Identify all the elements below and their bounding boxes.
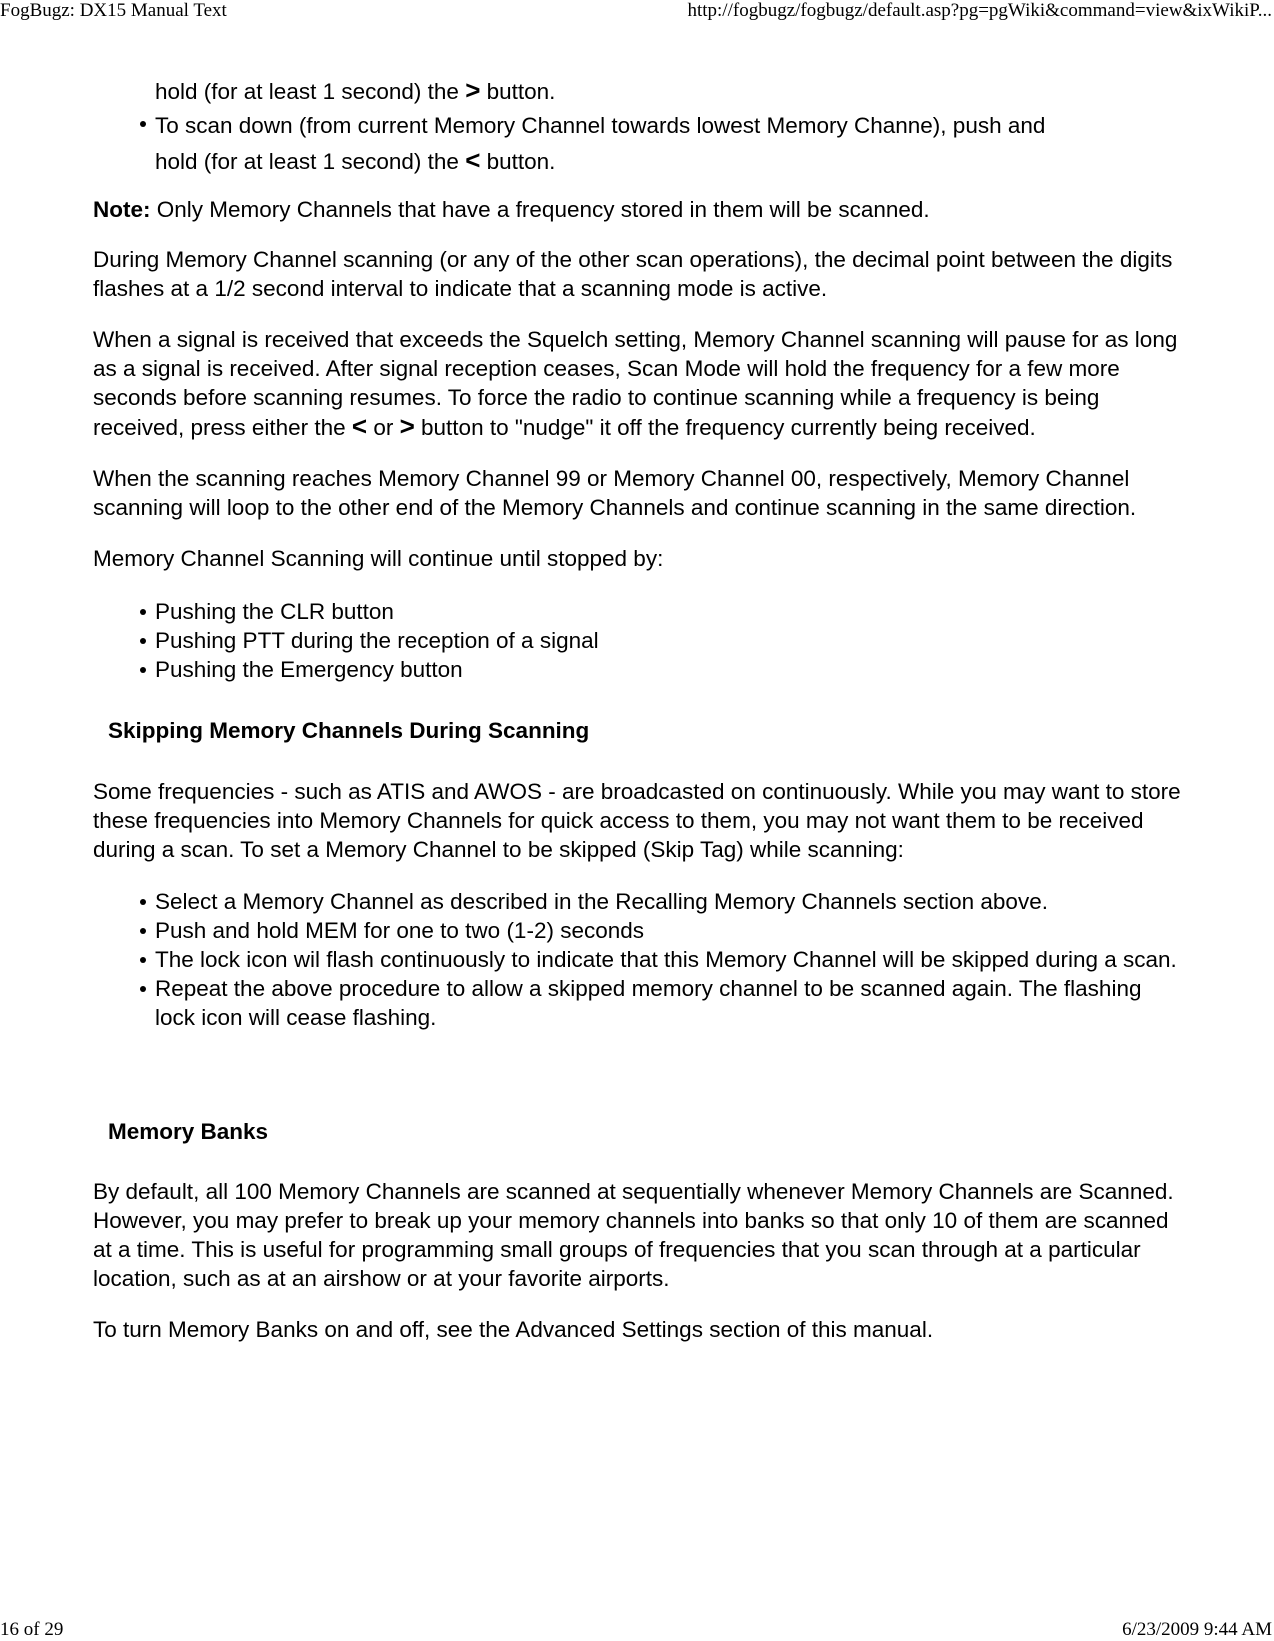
document-body (93, 73, 1183, 1344)
list-item: Pushing the CLR button (155, 597, 1183, 626)
list-item: Pushing the Emergency button (155, 655, 1183, 684)
scan-down-line-1: To scan down (from current Memory Channel towards lowest Memory Channe), push and (155, 113, 1046, 138)
left-arrow-glyph: < (351, 411, 368, 441)
signal-text-end: button to "nudge" it off the frequency currently being received. (414, 415, 1036, 440)
print-footer (0, 1619, 1274, 1641)
paragraph-signal (93, 325, 1183, 442)
list-item-continuation (155, 73, 1183, 109)
signal-text: When a signal is received that exceeds the Squelch setting, Memory Channel scanning will pause for as long as a signal is received. After signal reception ceases, Scan Mode will hold the frequency for a few more seconds before scanning resumes. To force the radio to continue scanning while a frequency is being received, press either the (93, 327, 1178, 440)
right-arrow-glyph: > (465, 75, 481, 105)
note-label: Note: (93, 197, 151, 222)
list-item: Select a Memory Channel as described in the Recalling Memory Channels section above. (155, 887, 1183, 916)
scan-up-text: hold (for at least 1 second) the (155, 79, 466, 104)
left-arrow-glyph: < (465, 145, 481, 175)
print-header (0, 0, 1274, 22)
stop-conditions-list (93, 597, 1183, 684)
print-datetime: 6/23/2009 9:44 AM (1122, 1619, 1272, 1640)
page-url: http://fogbugz/fogbugz/default.asp?pg=pgWiki&command=view&ixWikiP... (687, 0, 1272, 21)
paragraph-toggle-banks: To turn Memory Banks on and off, see the Advanced Settings section of this manual. (93, 1317, 934, 1342)
list-item: Pushing PTT during the reception of a signal (155, 626, 1183, 655)
scan-up-text-end: button. (480, 79, 556, 104)
section-heading-memory-banks: Memory Banks (108, 1119, 269, 1144)
page-number: 16 of 29 (0, 1619, 64, 1640)
list-item: Repeat the above procedure to allow a skipped memory channel to be scanned again. The flashing lock icon will cease flashing. (155, 974, 1183, 1032)
section-heading-skipping: Skipping Memory Channels During Scanning (108, 718, 590, 743)
list-item: Push and hold MEM for one to two (1-2) seconds (155, 916, 1183, 945)
note-paragraph (93, 195, 1183, 224)
paragraph-banks: By default, all 100 Memory Channels are scanned at sequentially whenever Memory Channels are Scanned. However, you may prefer to break up your memory channels into banks so that only 10 of them are scanned at a time. This is useful for programming small groups of frequencies that you scan through at a particular location, such as at an airshow or at your favorite airports. (93, 1179, 1174, 1291)
paragraph-decimal-point: During Memory Channel scanning (or any of the other scan operations), the decimal point between the digits flashes at a 1/2 second interval to indicate that a scanning mode is active. (93, 247, 1173, 301)
skip-steps-list (93, 887, 1183, 1032)
scan-direction-list (93, 73, 1183, 179)
list-item: The lock icon wil flash continuously to indicate that this Memory Channel will be skipped during a scan. (155, 945, 1183, 974)
list-item-scan-down (155, 109, 1183, 179)
note-text: Only Memory Channels that have a frequency stored in them will be scanned. (150, 197, 930, 222)
right-arrow-glyph: > (399, 411, 415, 441)
scan-down-text: hold (for at least 1 second) the (155, 149, 466, 174)
paragraph-continue: Memory Channel Scanning will continue until stopped by: (93, 546, 664, 571)
signal-or: or (367, 415, 400, 440)
scan-down-text-end: button. (480, 149, 556, 174)
paragraph-skip: Some frequencies - such as ATIS and AWOS - are broadcasted on continuously. While you may want to store these frequencies into Memory Channels for quick access to them, you may not want them to be received during a scan. To set a Memory Channel to be skipped (Skip Tag) while scanning: (93, 779, 1181, 862)
page-title: FogBugz: DX15 Manual Text (0, 0, 227, 21)
paragraph-loop: When the scanning reaches Memory Channel 99 or Memory Channel 00, respectively, Memory Channel scanning will loop to the other end of the Memory Channels and continue scanning in the same direction. (93, 466, 1137, 520)
